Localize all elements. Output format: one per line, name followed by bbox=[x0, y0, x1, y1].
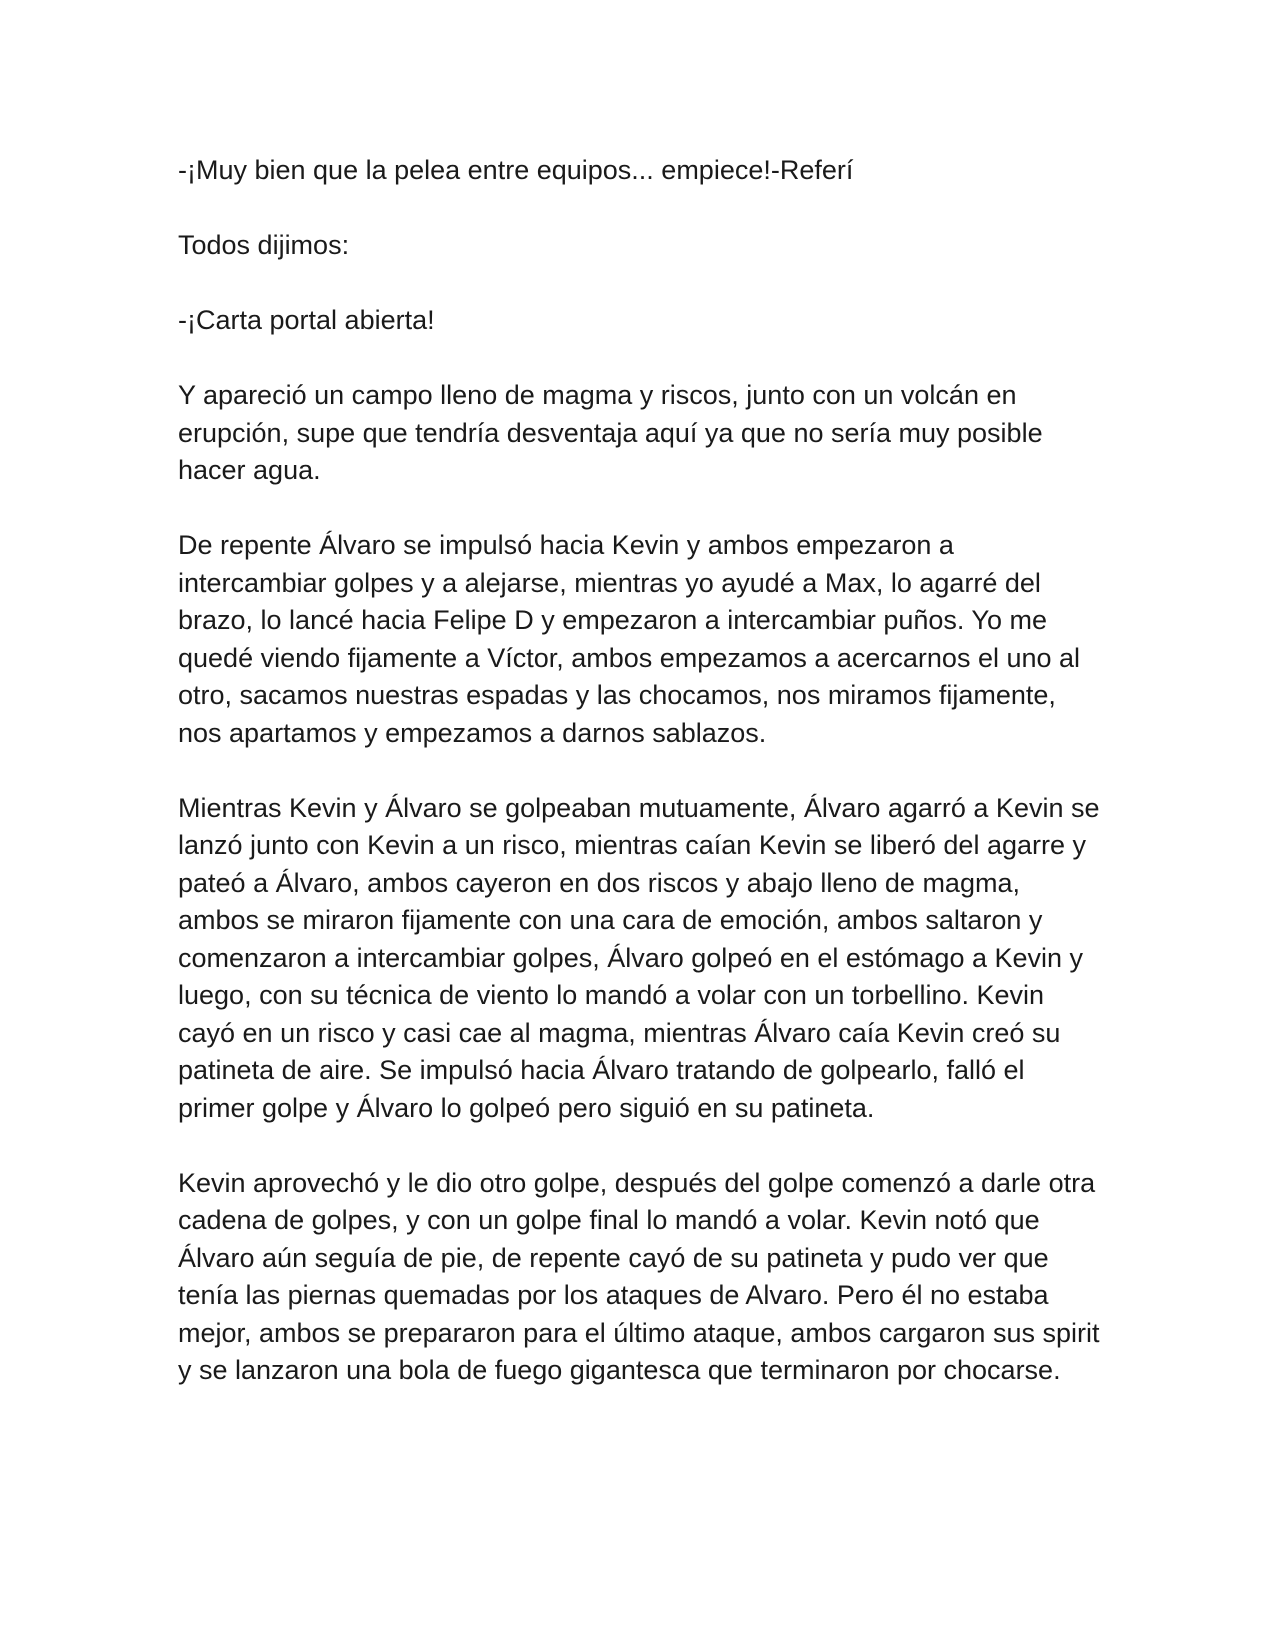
paragraph-carta-portal: -¡Carta portal abierta! bbox=[178, 305, 435, 335]
paragraph-impulso-alvaro: De repente Álvaro se impulsó hacia Kevin y ambos empezaron a intercambiar golpes y a alejarse, mientras yo ayudé a Max, lo agarré del brazo, lo lancé hacia Felipe D y empezaron a intercambiar puños. Yo me quedé viendo fijamente a Víctor, ambos empezamos a acercarnos el uno al otro, sacamos nuestras espadas y las chocamos, nos miramos fijamente, nos apartamos y empezamos a darnos sablazos. bbox=[178, 530, 1081, 748]
paragraph-campo-magma: Y apareció un campo lleno de magma y riscos, junto con un volcán en erupción, supe que tendría desventaja aquí ya que no sería muy posible hacer agua. bbox=[178, 380, 1043, 485]
paragraph-referee-line: -¡Muy bien que la pelea entre equipos... empiece!-Referí bbox=[178, 155, 854, 185]
document-body bbox=[178, 152, 1103, 1427]
paragraph-todos-dijimos: Todos dijimos: bbox=[178, 230, 350, 260]
paragraph-kevin-alvaro-riscos: Mientras Kevin y Álvaro se golpeaban mutuamente, Álvaro agarró a Kevin se lanzó junto con Kevin a un risco, mientras caían Kevin se liberó del agarre y pateó a Álvaro, ambos cayeron en dos riscos y abajo lleno de magma, ambos se miraron fijamente con una cara de emoción, ambos saltaron y comenzaron a intercambiar golpes, Álvaro golpeó en el estómago a Kevin y luego, con su técnica de viento lo mandó a volar con un torbellino. Kevin cayó en un risco y casi cae al magma, mientras Álvaro caía Kevin creó su patineta de aire. Se impulsó hacia Álvaro tratando de golpearlo, falló el primer golpe y Álvaro lo golpeó pero siguió en su patineta. bbox=[178, 792, 1100, 1123]
paragraph-ultimo-ataque: Kevin aprovechó y le dio otro golpe, después del golpe comenzó a darle otra cadena de golpes, y con un golpe final lo mandó a volar. Kevin notó que Álvaro aún seguía de pie, de repente cayó de su patineta y pudo ver que tenía las piernas quemadas por los ataques de Alvaro. Pero él no estaba mejor, ambos se prepararon para el último ataque, ambos cargaron sus spirit y se lanzaron una bola de fuego gigantesca que terminaron por chocarse. bbox=[178, 1167, 1100, 1385]
